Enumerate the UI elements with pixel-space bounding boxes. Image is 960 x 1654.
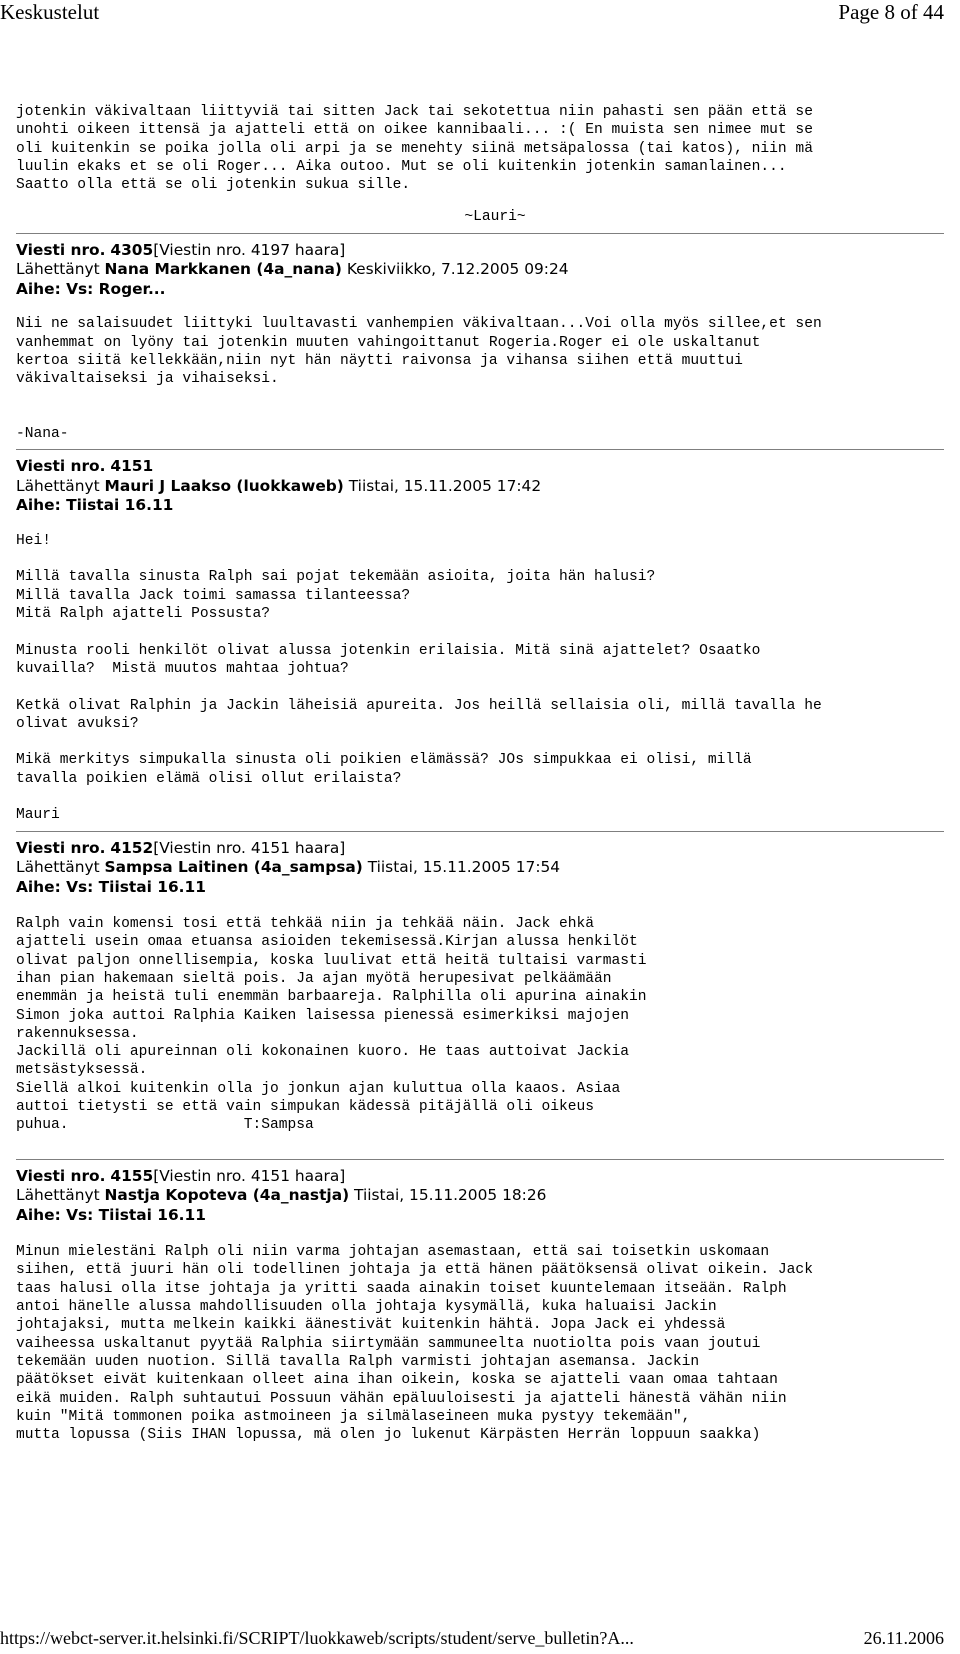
message-sender-line	[16, 477, 944, 497]
message-body: Minun mielestäni Ralph oli niin varma johtajan asemastaan, että sai toisetkin uskomaan siihen, että juuri hän oli todellinen johtaja ja että hänen päätöksensä olivat oikein. Jack taas halusi olla itse johtaja ja yritti saada ainakin toiset kuuntelemaan itseään. Ralph antoi hänelle alussa mahdollisuuden olla johtaja kysymällä, kuka haluaisi Jackin johtajaksi, mutta melkein kaikki äänestivät kuitenkin hähtä. Jopa Jack ei yhdessä vaiheessa uskaltanut pyytää Ralphia siirtymään sammuneelta nuotiolta pois vaan joutui tekemään uuden nuotion. Sillä tavalla Ralph varmisti johtajan asemansa. Jackin päätökset eivät kuitenkaan olleet aina ihan oikein, koska se ajatteli vaan omaa tahtaan eikä muiden. Ralph suhtautui Possuun vähän epäluuloisesti ja ajatteli hänestä vähän niin kuin "Mitä tommonen poika astmoineen ja silmälaseineen muka pystyy tekemään", mutta lopussa (Siis IHAN lopussa, mä olen jo lukenut Kärpästen Herrän loppuun saakka)	[16, 1244, 813, 1444]
message-id-label: Viesti nro.	[16, 240, 106, 259]
message-id-label: Viesti nro.	[16, 457, 106, 476]
reply-suffix: haara]	[294, 838, 346, 857]
message-id-link[interactable]: 4305	[110, 240, 154, 259]
message-subject	[16, 496, 944, 516]
sent-by-label: Lähettänyt	[16, 476, 100, 495]
message	[16, 1167, 944, 1445]
message-date: Tiistai, 15.11.2005 18:26	[354, 1186, 547, 1205]
message-divider	[16, 1159, 944, 1160]
page-number: Page 8 of 44	[838, 0, 944, 24]
message-author: Nastja Kopoteva (4a_nastja)	[104, 1186, 350, 1205]
page-header	[0, 0, 960, 30]
message-divider	[16, 233, 944, 234]
message-id-link[interactable]: 4152	[110, 838, 154, 857]
sent-by-label: Lähettänyt	[16, 858, 100, 877]
message-date: Tiistai, 15.11.2005 17:54	[367, 858, 561, 877]
message-body: Nii ne salaisuudet liittyki luultavasti vanhempien väkivaltaan...Voi olla myös sillee,et sen vanhemmat on lyöny tai jotenkin muuten vahingoittanut Rogeria.Roger ei ole uskaltanut kertoa siitä kellekkään,niin nyt hän näytti raivonsa ja vihansa siihen että muuttui väkivaltaiseksi ja vihaiseksi. -Nana-	[16, 316, 822, 443]
message-id-line	[16, 241, 944, 261]
message-id-link[interactable]: 4151	[110, 457, 154, 476]
reply-link[interactable]: 4197	[250, 240, 291, 259]
message-subject-text: Aihe: Vs: Tiistai 16.11	[16, 1205, 206, 1224]
page-url: https://webct-server.it.helsinki.fi/SCRIPT/luokkaweb/scripts/student/serve_bulletin?A...	[0, 1628, 634, 1648]
reply-suffix: haara]	[294, 240, 346, 259]
message-subject	[16, 280, 944, 300]
message-author: Nana Markkanen (4a_nana)	[104, 260, 342, 279]
message-id-line	[16, 1167, 944, 1187]
print-date: 26.11.2006	[863, 1628, 944, 1648]
reply-prefix: [Viestin nro.	[153, 1166, 246, 1185]
message-id-link[interactable]: 4155	[110, 1166, 154, 1185]
message-subject-text: Aihe: Tiistai 16.11	[16, 496, 174, 515]
message-divider	[16, 831, 944, 832]
message-divider	[16, 449, 944, 450]
message	[16, 839, 944, 1135]
message-body: Hei! Millä tavalla sinusta Ralph sai pojat tekemään asioita, joita hän halusi? Millä tavalla Jack toimi samassa tilanteessa? Mitä Ralph ajatteli Possusta? Minusta rooli henkilöt olivat alussa jotenkin erilaisia. Mitä sinä ajattelet? Osaatko kuvailla? Mistä muutos mahtaa johtua? Ketkä olivat Ralphin ja Jackin läheisiä apureita. Jos heillä sellaisia oli, millä tavalla he olivat avuksi? Mikä merkitys simpukalla sinusta oli poikien elämässä? JOs simpukkaa ei olisi, millä tavalla poikien elämä olisi ollut erilaista? Mauri	[16, 532, 822, 824]
reply-prefix: [Viestin nro.	[153, 240, 246, 259]
message-date: Keskiviikko, 7.12.2005 09:24	[346, 260, 569, 279]
message-subject-text: Aihe: Vs: Tiistai 16.11	[16, 877, 206, 896]
previous-message-tail	[16, 103, 944, 227]
message-subject	[16, 878, 944, 898]
message-id-line	[16, 457, 944, 477]
message-id-label: Viesti nro.	[16, 838, 106, 857]
message-date: Tiistai, 15.11.2005 17:42	[348, 476, 542, 495]
message-sender-line	[16, 1186, 944, 1206]
message-id-label: Viesti nro.	[16, 1166, 106, 1185]
sent-by-label: Lähettänyt	[16, 260, 100, 279]
message-id-line	[16, 839, 944, 859]
page-header-title: Keskustelut	[0, 0, 100, 24]
reply-link[interactable]: 4151	[250, 838, 291, 857]
message-sender-line	[16, 260, 944, 280]
message	[16, 457, 944, 824]
message-body: jotenkin väkivaltaan liittyviä tai sitten Jack tai sekotettua niin pahasti sen pään että se unohti oikeen ittensä ja ajatteli että on oikee kannibaali... :( En muista sen nimee mut se oli kuitenkin se poika jolla oli arpi ja se menehty siinä metsäpalossa (tai katos), niin mä luulin ekaks et se oli Roger... Aika outoo. Mut se oli kuitenkin jotenkin samanlainen... Saatto olla että se oli jotenkin sukua sille.	[16, 104, 813, 194]
sent-by-label: Lähettänyt	[16, 1186, 100, 1205]
message-signature: ~Lauri~	[464, 209, 526, 226]
message-body: Ralph vain komensi tosi että tehkää niin ja tehkää näin. Jack ehkä ajatteli usein omaa etuansa asioiden tekemisessä.Kirjan alussa henkilöt olivat paljon onnellisempia, koska luulivat että heitä tultaisi varmasti ihan pian hakemaan sieltä pois. Ja ajan myötä herupesivat pelkäämään enemmän ja heistä tuli enemmän barbaareja. Ralphilla oli apurina ainakin Simon joka auttoi Ralphia Kaiken laisessa pienessä esimerkiksi majojen rakennuksessa. Jackillä oli apureinnan oli kokonainen kuoro. He taas auttoivat Jackia metsästyksessä. Siellä alkoi kuitenkin olla jo jonkun ajan kuluttua olla kaaos. Asiaa auttoi tietysti se että vain simpukan kädessä pitäjällä oli oikeus puhua. T:Sampsa	[16, 916, 647, 1134]
reply-prefix: [Viestin nro.	[153, 838, 246, 857]
reply-link[interactable]: 4151	[250, 1166, 291, 1185]
message-subject-text: Aihe: Vs: Roger...	[16, 279, 166, 298]
message	[16, 241, 944, 444]
bulletin-content	[16, 103, 944, 1444]
message-sender-line	[16, 858, 944, 878]
message-author: Sampsa Laitinen (4a_sampsa)	[104, 858, 363, 877]
message-author: Mauri J Laakso (luokkaweb)	[104, 476, 344, 495]
message-subject	[16, 1206, 944, 1226]
reply-suffix: haara]	[294, 1166, 346, 1185]
